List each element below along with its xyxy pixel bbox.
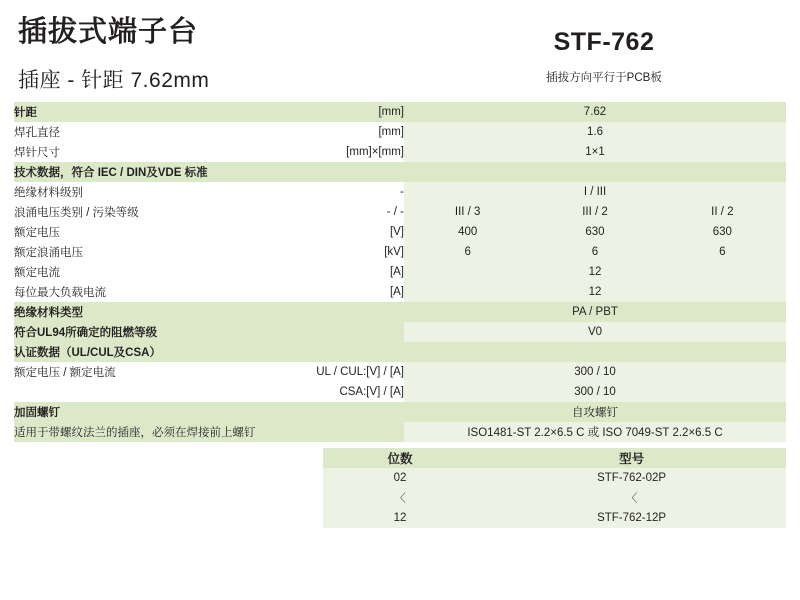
model-row — [14, 508, 786, 528]
part-caption: 插拔方向平行于PCB板 — [546, 72, 662, 84]
model-table — [14, 448, 786, 528]
spec-row — [14, 122, 786, 142]
spec-value: I / III — [404, 182, 786, 202]
spec-label: 浪涌电压类别 / 污染等级 — [14, 202, 284, 222]
model-positions: 12 — [323, 508, 477, 528]
model-header-row — [14, 448, 786, 468]
spec-value: 6 — [659, 242, 786, 262]
spec-unit — [284, 322, 404, 342]
spec-unit: [mm]×[mm] — [284, 142, 404, 162]
spec-label: 焊孔直径 — [14, 122, 284, 142]
spec-label: 绝缘材料级别 — [14, 182, 284, 202]
spec-value: 1×1 — [404, 142, 786, 162]
spec-row — [14, 302, 786, 322]
spec-unit: UL / CUL:[V] / [A] — [284, 362, 404, 382]
spec-value: 6 — [404, 242, 531, 262]
spec-row — [14, 322, 786, 342]
model-spacer — [14, 488, 323, 508]
spec-value: 400 — [404, 222, 531, 242]
spec-unit — [284, 302, 404, 322]
model-positions: 〈 — [323, 488, 477, 508]
spec-row — [14, 402, 786, 422]
spec-value: 12 — [404, 262, 786, 282]
spec-row — [14, 102, 786, 122]
spec-value: 7.62 — [404, 102, 786, 122]
spec-unit: [kV] — [284, 242, 404, 262]
page-header — [14, 10, 786, 102]
model-type: 〈 — [477, 488, 786, 508]
model-row — [14, 488, 786, 508]
model-type: STF-762-02P — [477, 468, 786, 488]
spec-value: ISO1481-ST 2.2×6.5 C 或 ISO 7049-ST 2.2×6.5 C — [404, 422, 786, 442]
spec-value: V0 — [404, 322, 786, 342]
spec-row — [14, 222, 786, 242]
spec-label: 额定电压 / 额定电流 — [14, 362, 284, 382]
spec-unit — [284, 162, 404, 182]
spec-label: 焊针尺寸 — [14, 142, 284, 162]
spec-row — [14, 202, 786, 222]
page-subtitle: 插座 - 针距 7.62mm — [18, 69, 210, 93]
spec-unit: [A] — [284, 282, 404, 302]
specification-table — [14, 102, 786, 442]
spec-label — [14, 382, 284, 402]
header-right — [422, 10, 786, 85]
spec-value — [404, 342, 786, 362]
spec-unit: [A] — [284, 262, 404, 282]
spec-label: 适用于带螺纹法兰的插座，必须在焊接前上螺钉 — [14, 422, 284, 442]
spec-label: 符合UL94所确定的阻燃等级 — [14, 322, 284, 342]
spec-row — [14, 142, 786, 162]
spec-value: 自攻螺钉 — [404, 402, 786, 422]
spec-unit — [284, 422, 404, 442]
spec-row — [14, 422, 786, 442]
spec-unit: - / - — [284, 202, 404, 222]
spec-value: II / 2 — [659, 202, 786, 222]
spec-row — [14, 282, 786, 302]
spec-label: 认证数据（UL/CUL及CSA） — [14, 342, 284, 362]
spec-value: 630 — [659, 222, 786, 242]
spec-unit: CSA:[V] / [A] — [284, 382, 404, 402]
spec-row — [14, 262, 786, 282]
spec-value — [404, 162, 786, 182]
spec-label: 绝缘材料类型 — [14, 302, 284, 322]
spec-value: 1.6 — [404, 122, 786, 142]
page-title: 插拔式端子台 — [18, 16, 199, 48]
spec-label: 针距 — [14, 102, 284, 122]
spec-value: PA / PBT — [404, 302, 786, 322]
spec-row — [14, 242, 786, 262]
spec-label: 额定电压 — [14, 222, 284, 242]
model-column-header: 位数 — [323, 448, 477, 468]
spec-value: III / 3 — [404, 202, 531, 222]
spec-value: 630 — [531, 222, 658, 242]
spec-label: 每位最大负载电流 — [14, 282, 284, 302]
part-number: STF-762 — [553, 28, 655, 56]
spec-unit — [284, 402, 404, 422]
spec-unit: [mm] — [284, 102, 404, 122]
spec-value: 6 — [531, 242, 658, 262]
spec-row — [14, 162, 786, 182]
spec-unit: - — [284, 182, 404, 202]
spec-label: 技术数据，符合 IEC / DIN及VDE 标准 — [14, 162, 284, 182]
model-row — [14, 468, 786, 488]
spec-value: 300 / 10 — [404, 382, 786, 402]
spec-label: 额定电流 — [14, 262, 284, 282]
spec-label: 额定浪涌电压 — [14, 242, 284, 262]
spec-unit: [V] — [284, 222, 404, 242]
spec-label: 加固螺钉 — [14, 402, 284, 422]
model-spacer — [14, 448, 323, 468]
model-type: STF-762-12P — [477, 508, 786, 528]
spec-row — [14, 342, 786, 362]
spec-unit — [284, 342, 404, 362]
spec-row — [14, 362, 786, 382]
spec-row — [14, 382, 786, 402]
spec-value: 12 — [404, 282, 786, 302]
model-spacer — [14, 468, 323, 488]
model-column-header: 型号 — [477, 448, 786, 468]
spec-value: III / 2 — [531, 202, 658, 222]
spec-row — [14, 182, 786, 202]
model-positions: 02 — [323, 468, 477, 488]
spec-value: 300 / 10 — [404, 362, 786, 382]
header-left — [14, 10, 422, 94]
spec-unit: [mm] — [284, 122, 404, 142]
model-spacer — [14, 508, 323, 528]
